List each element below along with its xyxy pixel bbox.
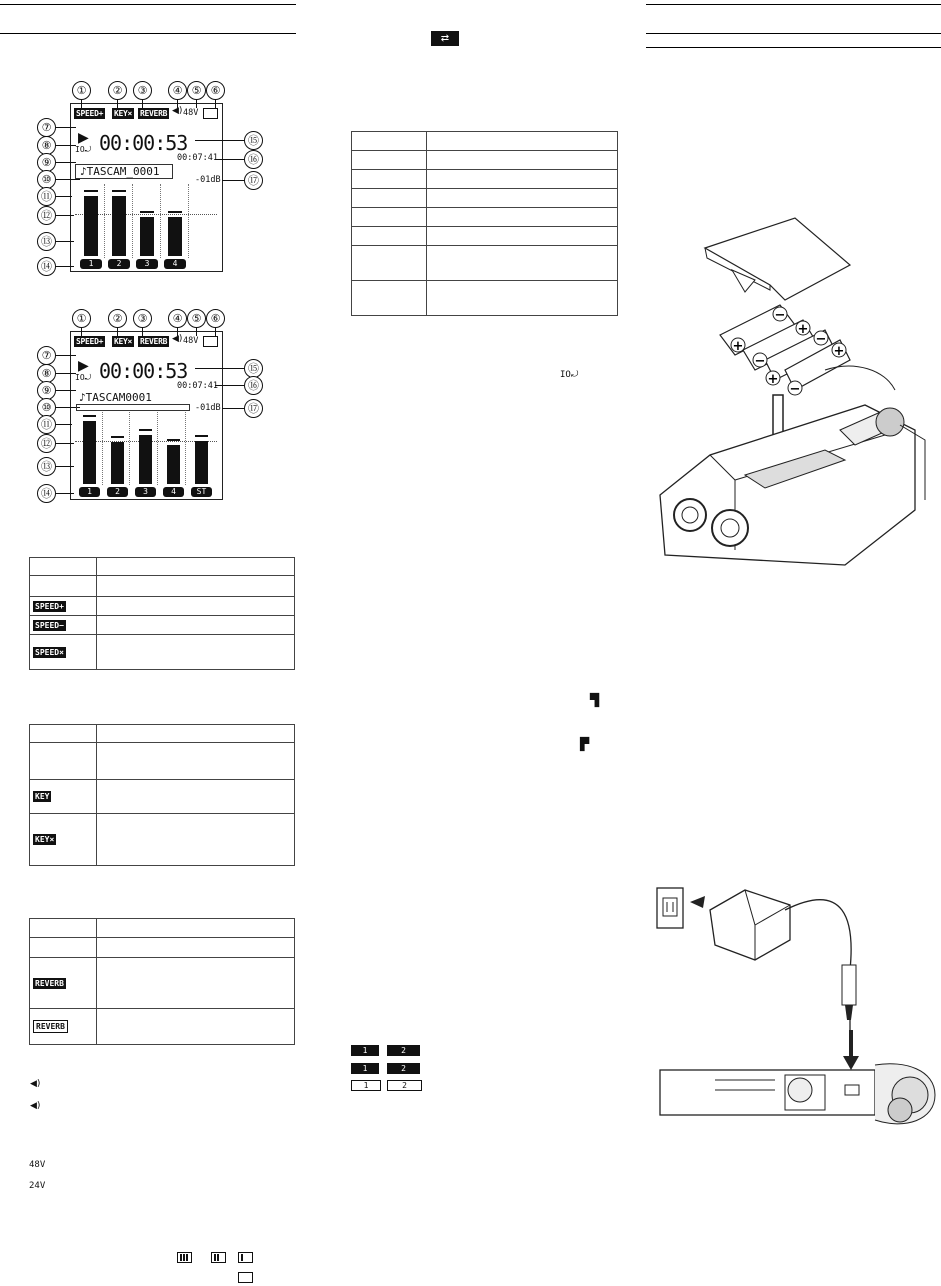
channel-chip: 1 bbox=[351, 1063, 379, 1074]
channel-chip: 1 bbox=[351, 1080, 381, 1091]
header-rule-left bbox=[0, 4, 296, 5]
level-meter-bar bbox=[83, 421, 96, 484]
battery-install-illustration bbox=[645, 210, 935, 580]
callout-1: ① bbox=[72, 81, 91, 100]
loop-icon: IO⤾ bbox=[560, 370, 579, 380]
level-meter-bar bbox=[195, 441, 208, 484]
channel-label: 3 bbox=[136, 259, 158, 269]
callout-9: ⑨ bbox=[37, 381, 56, 400]
loop-icon: IO⤾ bbox=[75, 373, 92, 382]
channel-label: 4 bbox=[163, 487, 184, 497]
key-indicator: KEY× bbox=[114, 109, 133, 118]
speaker-icon: ◀) bbox=[172, 334, 183, 344]
phantom-48v-icon: 48V bbox=[29, 1160, 46, 1170]
speed-table bbox=[29, 557, 295, 670]
callout-8: ⑧ bbox=[37, 136, 56, 155]
play-icon: ▶ bbox=[78, 358, 89, 374]
channel-label: 2 bbox=[108, 259, 130, 269]
peak-level: -01dB bbox=[195, 175, 221, 185]
callout-17: ⑰ bbox=[244, 171, 263, 190]
callout-6: ⑥ bbox=[206, 81, 225, 100]
callout-9: ⑨ bbox=[37, 153, 56, 172]
callout-4: ④ bbox=[168, 309, 187, 328]
speaker-on-icon: ◀) bbox=[30, 1079, 41, 1089]
elapsed-time: 00:00:53 bbox=[99, 131, 188, 155]
svg-text:−: − bbox=[754, 354, 766, 369]
subsection-rule-right bbox=[646, 47, 941, 48]
callout-11: ⑪ bbox=[37, 415, 56, 434]
channel-chip: 1 bbox=[351, 1045, 379, 1056]
callout-10: ⑩ bbox=[37, 398, 56, 417]
phantom-indicator: 48V bbox=[183, 108, 199, 118]
callout-7: ⑦ bbox=[37, 346, 56, 365]
channel-chip: 2 bbox=[387, 1063, 420, 1074]
callout-6: ⑥ bbox=[206, 309, 225, 328]
reverb-on-icon: REVERB bbox=[35, 978, 64, 988]
callout-10: ⑩ bbox=[37, 170, 56, 189]
callout-5: ⑤ bbox=[187, 81, 206, 100]
corner-mark-icon: ▛ bbox=[580, 737, 590, 751]
level-meter-bar bbox=[111, 442, 124, 484]
file-name: ♪TASCAM_0001 bbox=[75, 164, 173, 179]
battery-icon bbox=[203, 336, 218, 347]
battery-mid-icon bbox=[211, 1252, 226, 1263]
section-rule-right bbox=[646, 33, 941, 34]
callout-11: ⑪ bbox=[37, 187, 56, 206]
callout-14: ⑭ bbox=[37, 257, 56, 276]
channel-label: ST bbox=[191, 487, 212, 497]
svg-text:−: − bbox=[774, 308, 786, 323]
battery-empty-icon bbox=[238, 1272, 253, 1283]
remaining-time: 00:07:41 bbox=[177, 381, 218, 391]
level-meter-bar bbox=[84, 196, 98, 256]
mid-table bbox=[351, 131, 618, 316]
level-meter-bar bbox=[112, 196, 126, 256]
callout-3: ③ bbox=[133, 309, 152, 328]
callout-12: ⑫ bbox=[37, 434, 56, 453]
callout-12: ⑫ bbox=[37, 206, 56, 225]
level-meter-bar bbox=[140, 217, 154, 256]
peak-hold-mark bbox=[83, 415, 96, 417]
speed-indicator: SPEED+ bbox=[76, 109, 104, 118]
callout-2: ② bbox=[108, 81, 127, 100]
callout-5: ⑤ bbox=[187, 309, 206, 328]
callout-17: ⑰ bbox=[244, 399, 263, 418]
reverb-off-icon: REVERB bbox=[33, 1020, 68, 1033]
peak-level: -01dB bbox=[195, 403, 221, 413]
phantom-24v-icon: 24V bbox=[29, 1181, 46, 1191]
callout-14: ⑭ bbox=[37, 484, 56, 503]
battery-icon bbox=[203, 108, 218, 119]
svg-text:+: + bbox=[833, 344, 845, 359]
reverb-table bbox=[29, 918, 295, 1045]
svg-text:−: − bbox=[815, 332, 827, 347]
speed-x-icon: SPEED× bbox=[35, 647, 64, 657]
svg-text:+: + bbox=[732, 339, 744, 354]
callout-16: ⑯ bbox=[244, 150, 263, 169]
peak-hold-mark bbox=[168, 211, 182, 213]
channel-label: 3 bbox=[135, 487, 156, 497]
level-meter-bar bbox=[139, 435, 152, 484]
svg-text:+: + bbox=[797, 322, 809, 337]
peak-hold-mark bbox=[195, 435, 208, 437]
callout-2: ② bbox=[108, 309, 127, 328]
channel-label: 2 bbox=[107, 487, 128, 497]
play-icon: ▶ bbox=[78, 130, 89, 146]
key-table bbox=[29, 724, 295, 866]
speed-indicator: SPEED+ bbox=[76, 337, 104, 346]
callout-16: ⑯ bbox=[244, 376, 263, 395]
section-rule-left bbox=[0, 33, 296, 34]
callout-1: ① bbox=[72, 309, 91, 328]
reverb-indicator: REVERB bbox=[140, 337, 168, 346]
usb-icon: ⇄ bbox=[431, 31, 459, 46]
key-indicator: KEY× bbox=[114, 337, 133, 346]
peak-hold-mark bbox=[112, 190, 126, 192]
remaining-time: 00:07:41 bbox=[177, 153, 218, 163]
peak-hold-mark bbox=[140, 211, 154, 213]
file-name: ♪TASCAM0001 bbox=[79, 391, 152, 404]
speed-plus-icon: SPEED+ bbox=[35, 601, 64, 611]
callout-13: ⑬ bbox=[37, 232, 56, 251]
callout-8: ⑧ bbox=[37, 364, 56, 383]
callout-3: ③ bbox=[133, 81, 152, 100]
speaker-off-icon: ◀) bbox=[30, 1101, 41, 1111]
elapsed-time: 00:00:53 bbox=[99, 359, 188, 383]
callout-4: ④ bbox=[168, 81, 187, 100]
channel-chip: 2 bbox=[387, 1080, 422, 1091]
callout-15: ⑮ bbox=[244, 131, 263, 150]
level-meter-bar bbox=[168, 217, 182, 256]
channel-chip: 2 bbox=[387, 1045, 420, 1056]
battery-low-icon bbox=[238, 1252, 253, 1263]
speed-minus-icon: SPEED− bbox=[35, 620, 64, 630]
channel-label: 1 bbox=[80, 259, 102, 269]
header-rule-right bbox=[646, 4, 941, 5]
channel-label: 4 bbox=[164, 259, 186, 269]
callout-7: ⑦ bbox=[37, 118, 56, 137]
peak-hold-mark bbox=[84, 190, 98, 192]
ac-adapter-illustration bbox=[645, 880, 941, 1120]
peak-hold-mark bbox=[167, 439, 180, 441]
speaker-icon: ◀) bbox=[172, 106, 183, 116]
phantom-indicator: 48V bbox=[183, 336, 199, 346]
progress-bar bbox=[76, 404, 190, 411]
svg-text:+: + bbox=[767, 372, 779, 387]
reverb-indicator: REVERB bbox=[140, 109, 168, 118]
callout-13: ⑬ bbox=[37, 457, 56, 476]
callout-15: ⑮ bbox=[244, 359, 263, 378]
peak-hold-mark bbox=[111, 436, 124, 438]
level-meter-bar bbox=[167, 445, 180, 484]
corner-mark-icon: ▜ bbox=[590, 693, 600, 707]
peak-hold-mark bbox=[139, 429, 152, 431]
channel-label: 1 bbox=[79, 487, 100, 497]
svg-text:−: − bbox=[789, 382, 801, 397]
key-icon: KEY bbox=[35, 792, 50, 801]
battery-full-icon bbox=[177, 1252, 192, 1263]
key-x-icon: KEY× bbox=[35, 835, 55, 844]
loop-icon: IO⤾ bbox=[75, 145, 92, 154]
